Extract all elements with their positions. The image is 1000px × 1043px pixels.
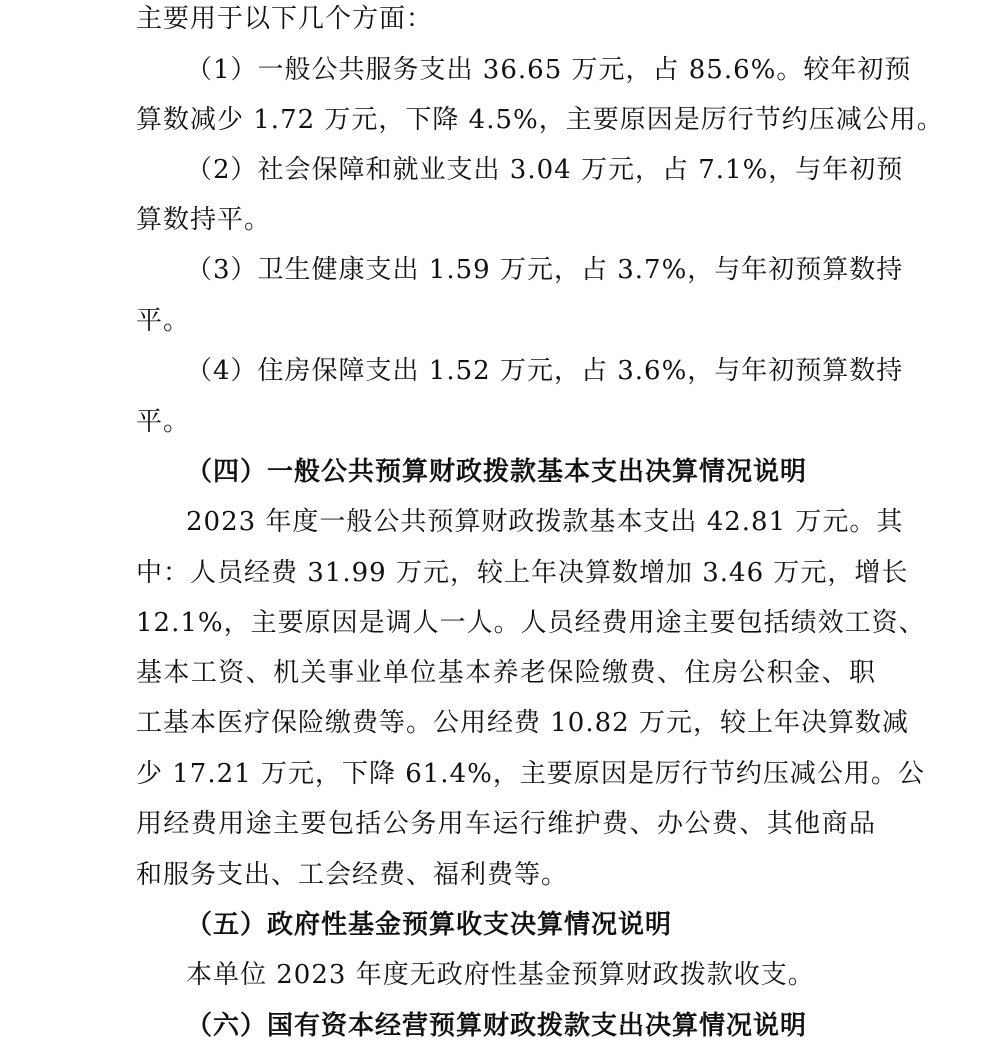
paragraph-line: （2）社会保障和就业支出 3.04 万元，占 7.1%，与年初预 bbox=[186, 155, 904, 185]
paragraph-line: 用经费用途主要包括公务用车运行维护费、办公费、其他商品 bbox=[136, 809, 876, 839]
paragraph-line: （4）住房保障支出 1.52 万元，占 3.6%，与年初预算数持 bbox=[186, 356, 904, 386]
paragraph-line: （1）一般公共服务支出 36.65 万元，占 85.6%。较年初预 bbox=[186, 55, 912, 85]
paragraph-line: 和服务支出、工会经费、福利费等。 bbox=[136, 860, 569, 890]
paragraph-line: 算数持平。 bbox=[136, 205, 272, 235]
paragraph-line: 12.1%，主要原因是调人一人。人员经费用途主要包括绩效工资、 bbox=[136, 608, 926, 638]
paragraph-line: 算数减少 1.72 万元，下降 4.5%，主要原因是厉行节约压减公用。 bbox=[136, 105, 944, 135]
paragraph-line: 工基本医疗保险缴费等。公用经费 10.82 万元，较上年决算数减 bbox=[136, 708, 909, 738]
paragraph-line: （3）卫生健康支出 1.59 万元，占 3.7%，与年初预算数持 bbox=[186, 255, 904, 285]
paragraph-line: 平。 bbox=[136, 407, 191, 437]
paragraph-line: 2023 年度一般公共预算财政拨款基本支出 42.81 万元。其 bbox=[186, 507, 904, 537]
paragraph-line: 少 17.21 万元，下降 61.4%，主要原因是厉行节约压减公用。公 bbox=[136, 759, 925, 789]
paragraph-line: 本单位 2023 年度无政府性基金预算财政拨款收支。 bbox=[186, 960, 815, 990]
paragraph-line: 中：人员经费 31.99 万元，较上年决算数增加 3.46 万元，增长 bbox=[136, 558, 909, 588]
paragraph-line: 主要用于以下几个方面： bbox=[136, 4, 434, 34]
section-heading: （六）国有资本经营预算财政拨款支出决算情况说明 bbox=[186, 1011, 808, 1041]
section-heading: （五）政府性基金预算收支决算情况说明 bbox=[186, 910, 673, 940]
section-heading: （四）一般公共预算财政拨款基本支出决算情况说明 bbox=[186, 457, 808, 487]
paragraph-line: 平。 bbox=[136, 306, 191, 336]
paragraph-line: 基本工资、机关事业单位基本养老保险缴费、住房公积金、职 bbox=[136, 658, 876, 688]
